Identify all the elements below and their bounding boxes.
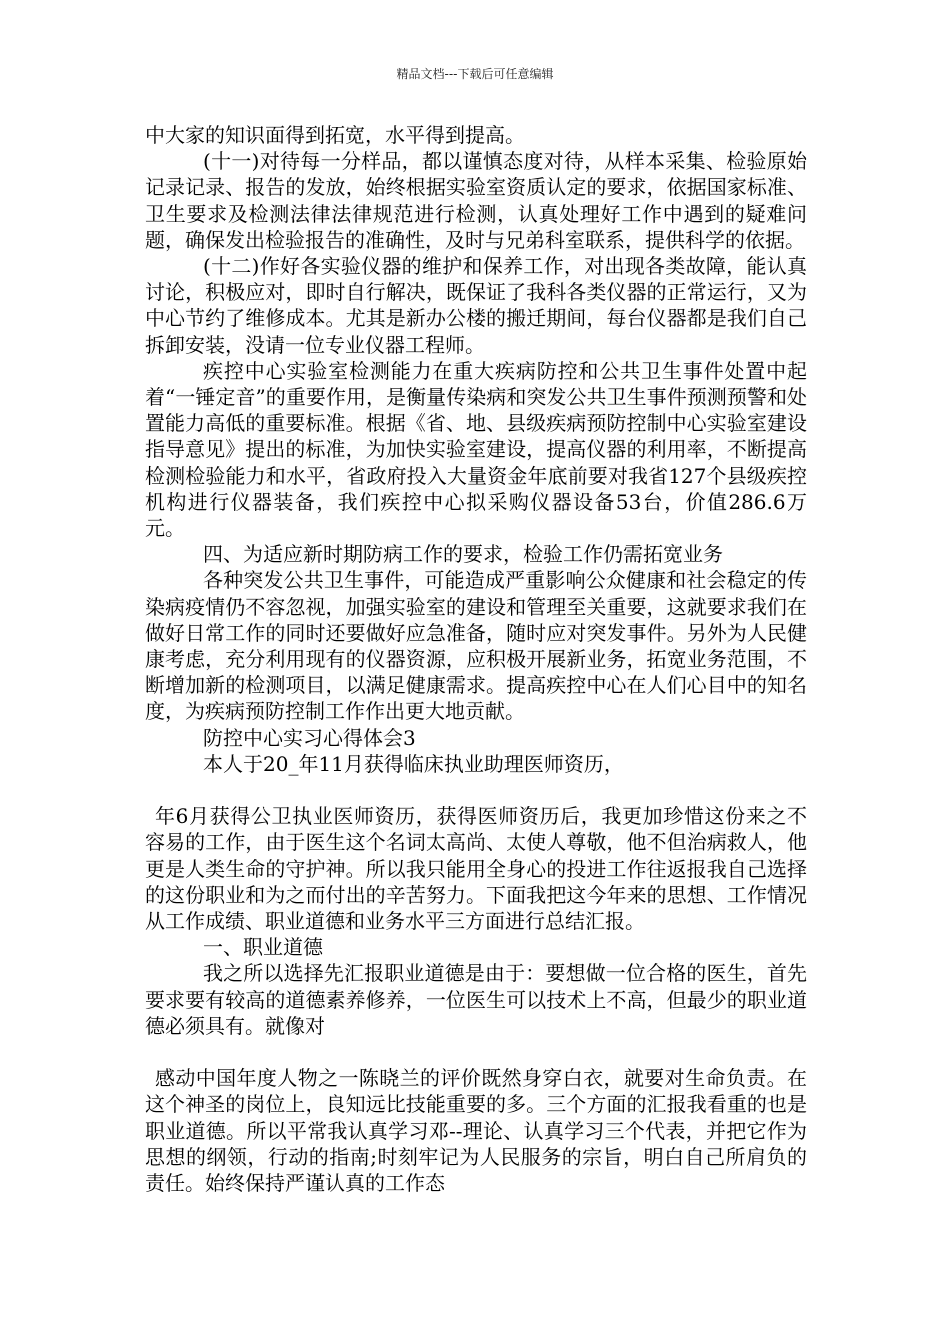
- page-header: 精品文档---下载后可任意编辑: [396, 67, 554, 81]
- paragraph-4: 疾控中心实验室检测能力在重大疾病防控和公共卫生事件处置中起着“一锤定音”的重要作用，是衡量传染病和突发公共卫生事件预测预警和处置能力高低的重要标准。根据《省、地、县级疾病预防控制中心实验室建设指导意见》提出的标准，为加快实验室建设，提高仪器的利用率，不断提高检测检验能力和水平，省政府投入大量资金年底前要对我省127个县级疾控机构进行仪器装备，我们疾控中心拟采购仪器设备53台，价值286.6万元。: [145, 358, 807, 541]
- paragraph-8: 本人于20_年11月获得临床执业助理医师资历，: [203, 751, 624, 776]
- section-heading-4: 四、为适应新时期防病工作的要求，检验工作仍需拓宽业务: [203, 542, 723, 567]
- paragraph-6: 各种突发公共卫生事件，可能造成严重影响公众健康和社会稳定的传染病疫情仍不容忽视，加强实验室的建设和管理至关重要，这就要求我们在做好日常工作的同时还要做好应急准备，随时应对突发事件。另外为人民健康考虑，充分利用现有的仪器资源，应积极开展新业务，拓宽业务范围，不断增加新的检测项目，以满足健康需求。提高疾控中心在人们心目中的知名度，为疾病预防控制工作作出更大地贡献。: [145, 568, 807, 724]
- paragraph-3: (十二)作好各实验仪器的维护和保养工作，对出现各类故障，能认真讨论，积极应对，即时自行解决，既保证了我科各类仪器的正常运行，又为中心节约了维修成本。尤其是新办公楼的搬迁期间，每台仪器都是我们自己拆卸安装，没请一位专业仪器工程师。: [145, 254, 807, 357]
- paragraph-14: 感动中国年度人物之一陈晓兰的评价既然身穿白衣，就要对生命负责。在这个神圣的岗位上，良知远比技能重要的多。三个方面的汇报我看重的也是职业道德。所以平常我认真学习邓--理论、认真学习三个代表，并把它作为思想的纲领，行动的指南;时刻牢记为人民服务的宗旨，明白自己所肩负的责任。始终保持严谨认真的工作态: [145, 1066, 807, 1196]
- paragraph-1: 中大家的知识面得到拓宽，水平得到提高。: [145, 123, 525, 147]
- section-heading-1: 一、职业道德: [203, 935, 323, 960]
- paragraph-10: 年6月获得公卫执业医师资历，获得医师资历后，我更加珍惜这份来之不容易的工作，由于医生这个名词太高尚、太使人尊敬，他不但治病救人，他更是人类生命的守护神。所以我只能用全身心的投进工作往返报我自己选择的这份职业和为之而付出的辛苦努力。下面我把这今年来的思想、工作情况从工作成绩、职业道德和业务水平三方面进行总结汇报。: [145, 804, 807, 934]
- blank-line: [145, 777, 807, 803]
- paragraph-2: (十一)对待每一分样品，都以谨慎态度对待，从样本采集、检验原始记录记录、报告的发放，始终根据实验室资质认定的要求，依据国家标准、卫生要求及检测法律法律规范进行检测，认真处理好工作中遇到的疑难问题，确保发出检验报告的准确性，及时与兄弟科室联系，提供科学的依据。: [145, 149, 807, 252]
- essay-title: 防控中心实习心得体会3: [203, 725, 416, 750]
- document-body: [145, 122, 807, 1196]
- paragraph-12: 我之所以选择先汇报职业道德是由于：要想做一位合格的医生，首先要求要有较高的道德素养修养，一位医生可以技术上不高，但最少的职业道德必须具有。就像对: [145, 961, 807, 1038]
- blank-line: [145, 1039, 807, 1065]
